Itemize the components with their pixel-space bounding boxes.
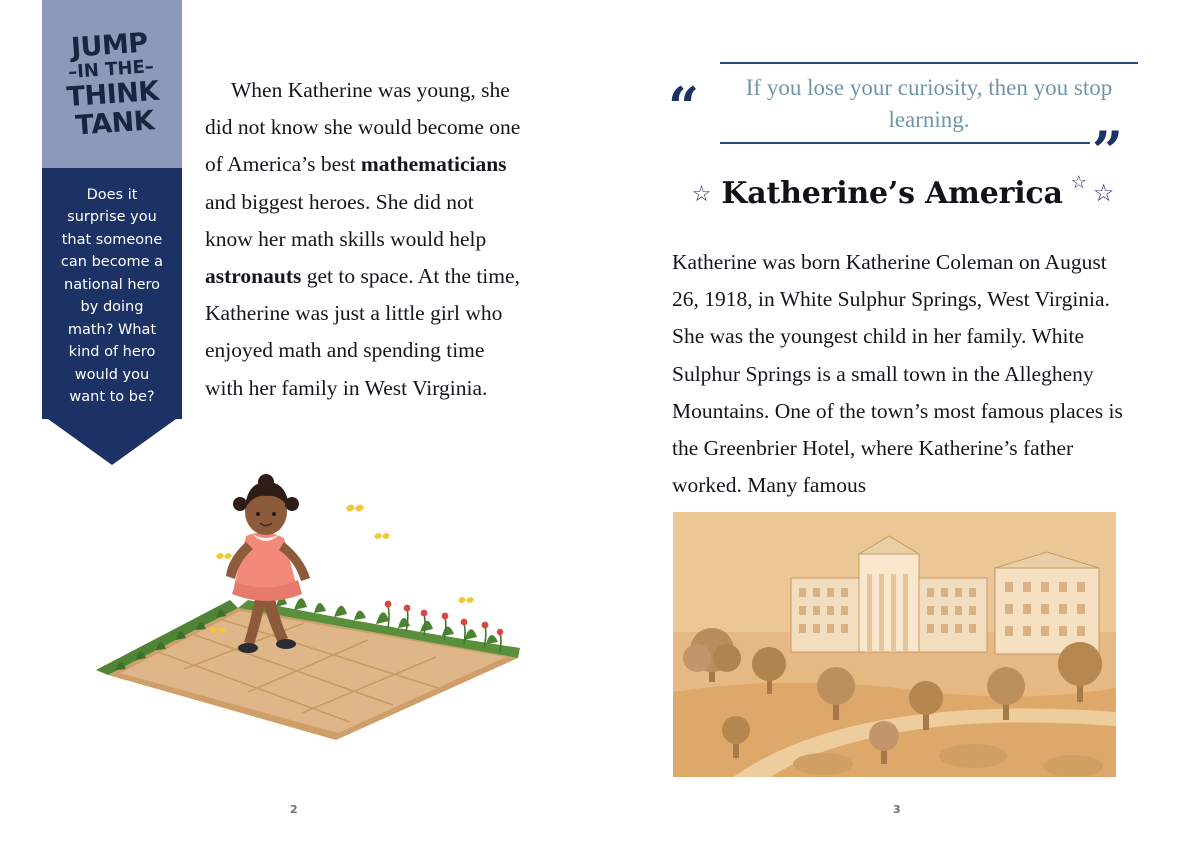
illustration-svg <box>88 470 533 760</box>
illustration-svg <box>673 512 1116 777</box>
section-heading-row <box>668 171 1138 211</box>
quote-rule-top <box>720 62 1138 64</box>
callout-prompt: Does it surprise you that someone can become a national hero by doing math? What kind of hero would you want to be? <box>42 168 182 419</box>
jump-in-the-think-tank-callout <box>42 0 182 465</box>
paragraph: Katherine was born Katherine Coleman on August 26, 1918, in White Sulphur Springs, West Virginia. She was the youngest child in her family. White Sulphur Springs is a small town in the Allegheny Mountains. One of the town’s most famous places is the Greenbrier Hotel, where Katherine’s father worked. Many famous <box>672 250 1123 498</box>
right-page-body <box>672 244 1124 504</box>
callout-header-text <box>62 27 161 140</box>
greenbrier-hotel-illustration <box>673 512 1116 777</box>
callout-line-1: JUMP <box>69 27 149 64</box>
callout-line-2: –IN THE– <box>67 55 155 83</box>
star-icon: ☆ <box>1070 171 1087 192</box>
callout-line-4: TANK <box>74 104 156 141</box>
page-number-left: 2 <box>290 803 299 816</box>
star-icon: ☆ <box>1092 180 1115 207</box>
quote-text: If you lose your curiosity, then you stop learning. <box>745 75 1113 132</box>
paragraph: When Katherine was young, she did not know she would become one of America’s best mathematicians and biggest heroes. She did not know her math skills would help astronauts get to space. At the time, Katherine was just a little girl who enjoyed math and spending time with her family in West Virginia. <box>205 78 521 400</box>
quote-rule-bottom <box>720 142 1090 144</box>
star-icon: ☆ <box>691 180 712 206</box>
down-arrow-icon <box>48 419 176 465</box>
open-quote-icon: “ <box>668 75 700 139</box>
callout-line-3: THINK <box>65 74 160 113</box>
left-page-body <box>205 72 525 407</box>
close-quote-icon: ” <box>1092 119 1124 183</box>
page-number-right: 3 <box>893 803 902 816</box>
section-heading: Katherine’s America <box>721 176 1063 211</box>
callout-header <box>42 0 182 168</box>
girl-walking-on-sidewalk-illustration <box>88 470 533 760</box>
